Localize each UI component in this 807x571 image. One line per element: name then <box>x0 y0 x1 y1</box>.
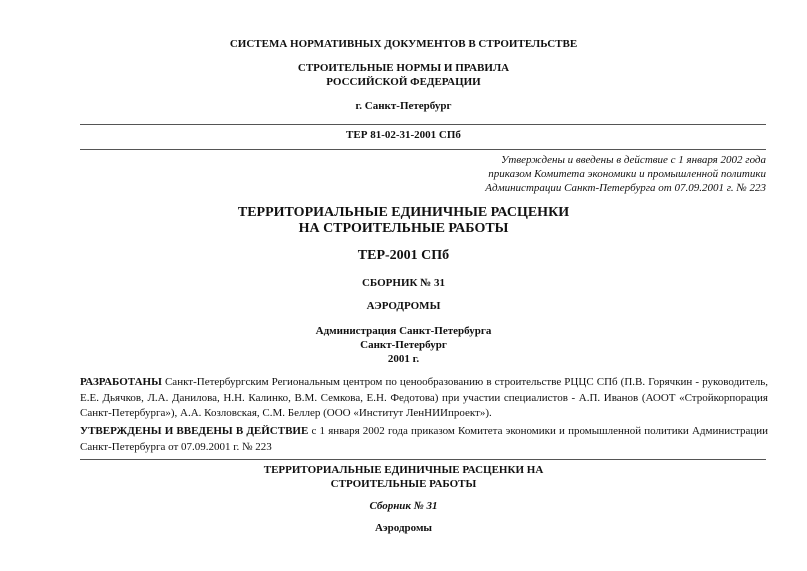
city-label: г. Санкт-Петербург <box>355 100 452 112</box>
system-heading: СИСТЕМА НОРМАТИВНЫХ ДОКУМЕНТОВ В СТРОИТЕЛЬСТВЕ <box>229 38 578 50</box>
approval-line2: приказом Комитета экономики и промышленной политики <box>488 168 766 180</box>
collection-subject: АЭРОДРОМЫ <box>366 300 441 312</box>
approval-line3: Администрации Санкт-Петербурга от 07.09.2001 г. № 223 <box>485 182 766 194</box>
top-divider <box>80 124 766 125</box>
enacted-paragraph <box>80 424 768 455</box>
section-divider <box>80 459 766 460</box>
norms-heading-line1: СТРОИТЕЛЬНЫЕ НОРМЫ И ПРАВИЛА <box>297 62 510 74</box>
code-divider <box>80 149 766 150</box>
developed-label: РАЗРАБОТАНЫ <box>80 376 162 388</box>
section-subject: Аэродромы <box>374 522 433 534</box>
approval-line1: Утверждены и введены в действие с 1 января 2002 года <box>500 154 766 166</box>
publisher-city: Санкт-Петербург <box>360 339 447 351</box>
document-code: ТЕР 81-02-31-2001 СПб <box>346 129 461 141</box>
main-title-line1: ТЕРРИТОРИАЛЬНЫЕ ЕДИНИЧНЫЕ РАСЦЕНКИ <box>237 205 570 220</box>
publisher-name: Администрация Санкт-Петербурга <box>315 325 492 337</box>
collection-number: СБОРНИК № 31 <box>361 277 446 289</box>
developed-paragraph <box>80 375 768 422</box>
approval-note <box>485 153 766 195</box>
developed-text: Санкт-Петербургским Региональным центром по ценообразованию в строительстве РЦЦС СПб (П.В. Горячкин - руководитель, Е.Е. Дьячков, Л.А. Данилова, Н.Н. Калинко, В.М. Семкова, Е.Н. Федотова) при участии специалистов - А.П. Иванов (АООТ «Стройкорпорация Санкт-Петербурга»), А.А. Козловская, С.М. Беллер (ООО «Институт ЛенНИИпроект»). <box>80 376 768 419</box>
publication-year: 2001 г. <box>387 353 420 365</box>
enacted-text: с 1 января 2002 года приказом Комитета экономики и промышленной политики Администрации Санкт-Петербурга от 07.09.2001 г. № 223 <box>80 425 769 453</box>
enacted-label: УТВЕРЖДЕНЫ И ВВЕДЕНЫ В ДЕЙСТВИЕ <box>80 425 309 437</box>
section-title-line2: СТРОИТЕЛЬНЫЕ РАБОТЫ <box>330 478 477 490</box>
norms-heading-line2: РОССИЙСКОЙ ФЕДЕРАЦИИ <box>326 76 481 88</box>
section-title-line1: ТЕРРИТОРИАЛЬНЫЕ ЕДИНИЧНЫЕ РАСЦЕНКИ НА <box>263 464 544 476</box>
ter-code: ТЕР-2001 СПб <box>357 248 450 263</box>
section-collection: Сборник № 31 <box>369 500 438 512</box>
main-title-line2: НА СТРОИТЕЛЬНЫЕ РАБОТЫ <box>298 221 509 236</box>
